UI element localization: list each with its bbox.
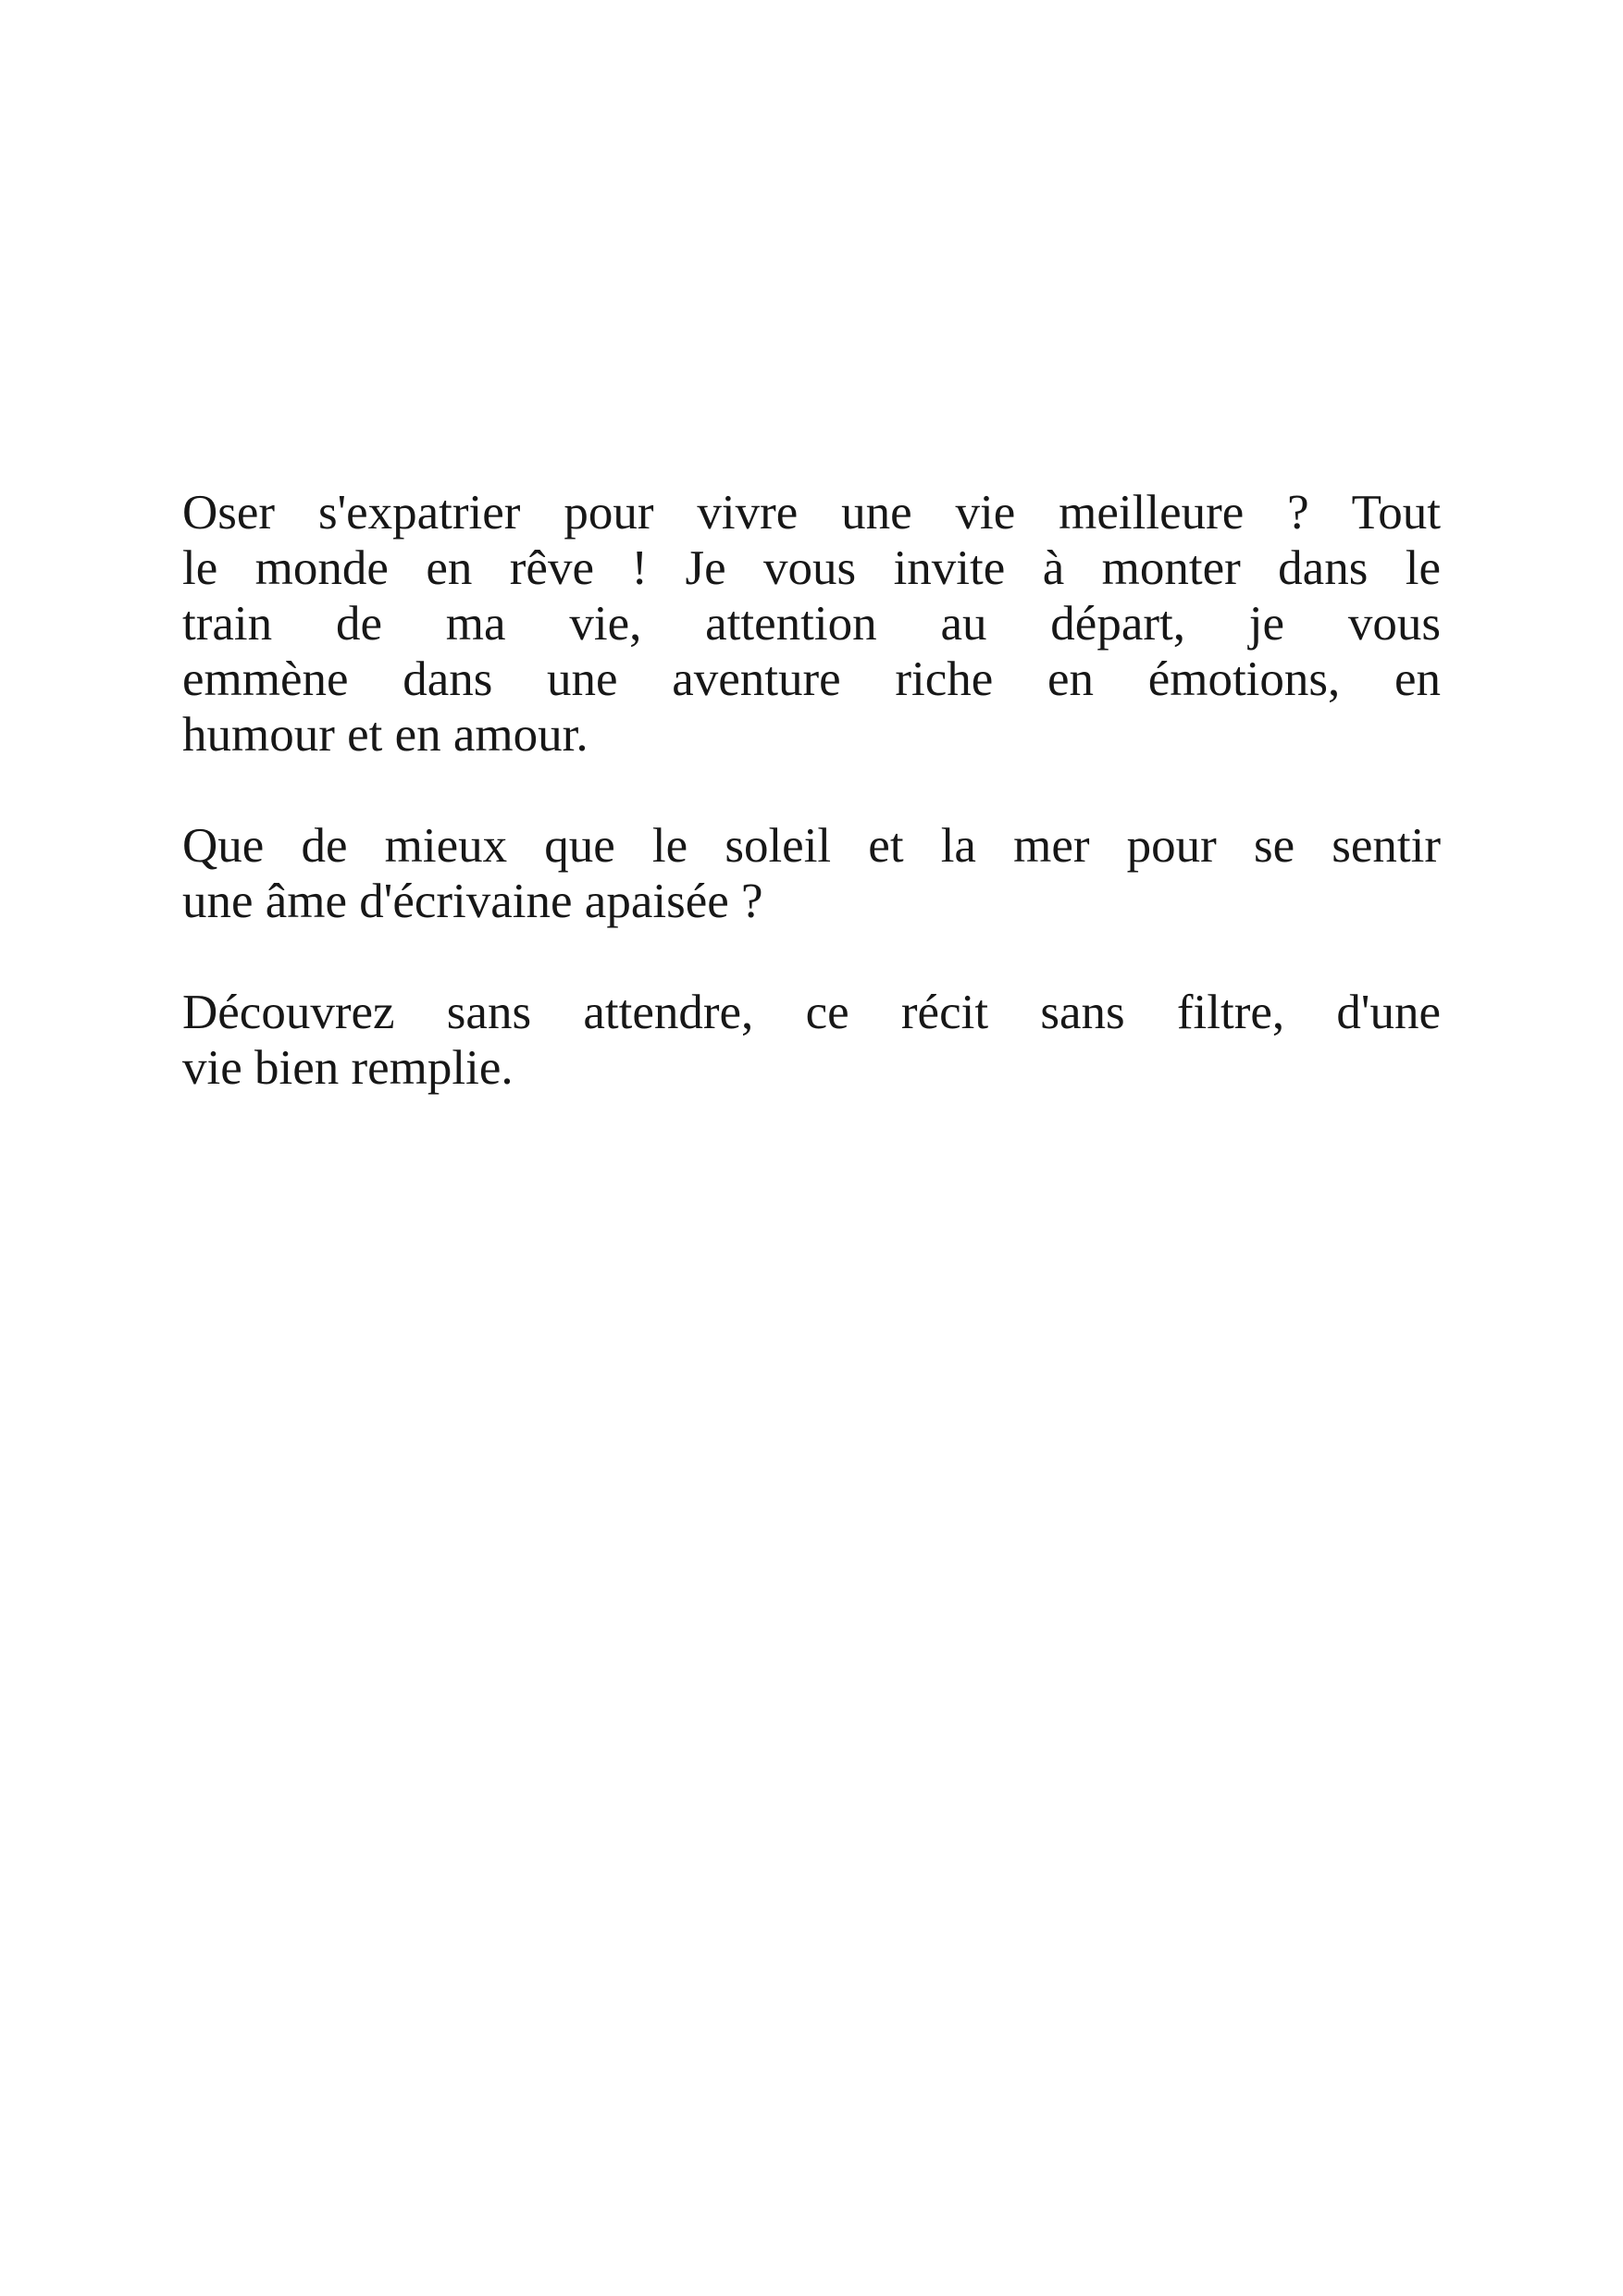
text-line: Oser s'expatrier pour vivre une vie meilleure ? Tout — [182, 486, 1441, 540]
text-line: Que de mieux que le soleil et la mer pour se sentir — [182, 819, 1441, 873]
text-line: humour et en amour. — [182, 708, 588, 762]
paragraph — [182, 818, 1441, 929]
paragraph — [182, 985, 1441, 1096]
text-line: une âme d'écrivaine apaisée ? — [182, 875, 763, 928]
text-line: le monde en rêve ! Je vous invite à monter dans le — [182, 541, 1441, 595]
text-block — [182, 485, 1441, 1151]
text-line: emmène dans une aventure riche en émotions, en — [182, 652, 1441, 706]
text-line: train de ma vie, attention au départ, je vous — [182, 597, 1441, 651]
text-line: vie bien remplie. — [182, 1041, 514, 1095]
text-line: Découvrez sans attendre, ce récit sans filtre, d'une — [182, 986, 1441, 1039]
paragraph — [182, 485, 1441, 763]
